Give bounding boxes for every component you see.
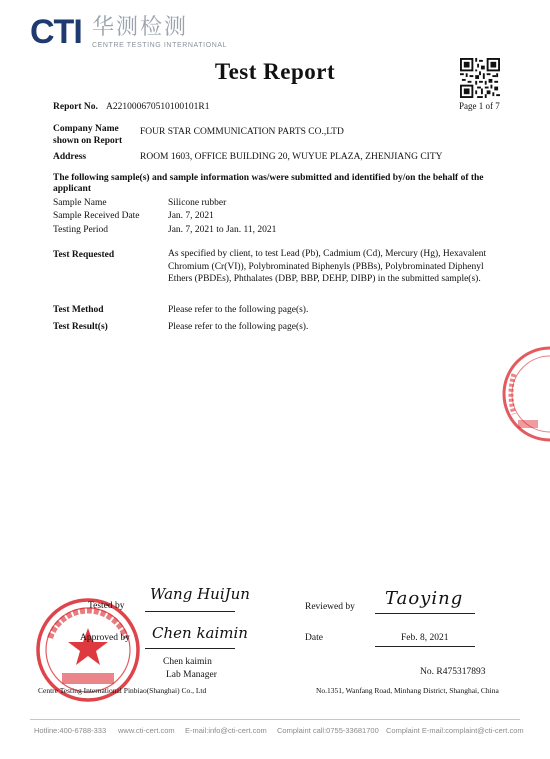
test-results-label: Test Result(s): [53, 322, 108, 332]
received-date-label: Sample Received Date: [53, 211, 140, 221]
date-line: [375, 646, 475, 647]
report-no-label: Report No.: [53, 102, 98, 112]
test-results-value: Please refer to the following page(s).: [168, 322, 309, 332]
report-no-value: A2210006705101001​01R1: [106, 102, 210, 112]
company-label-line2: shown on Report: [53, 136, 123, 146]
qr-code-icon: [460, 58, 500, 98]
lab-address: No.1351, Wanfang Road, Minhang District, Shanghai, China: [316, 686, 499, 695]
reviewer-signature-line: [375, 613, 475, 614]
test-requested-line3: Ethers (PBDEs), Phthalates (DBP, BBP, DEHP, DIBP) in the submitted sample(s).: [168, 274, 481, 284]
test-requested-line1: As specified by client, to test Lead (Pb), Cadmium (Cd), Mercury (Hg), Hexavalent: [168, 249, 487, 259]
footer-complaint-email[interactable]: Complaint E-mail:complaint@cti-cert.com: [386, 726, 524, 735]
approver-title: Lab Manager: [166, 670, 217, 680]
approver-signature-line: [145, 648, 235, 649]
received-date-value: Jan. 7, 2021: [168, 211, 214, 221]
sample-name-label: Sample Name: [53, 198, 107, 208]
company-label-line1: Company Name: [53, 124, 119, 134]
footer-website[interactable]: www.cti-cert.com: [118, 726, 175, 735]
footer-divider: [30, 719, 520, 720]
partial-seal-stamp: [492, 344, 550, 444]
statement-line2: applicant: [53, 184, 92, 194]
footer-complaint-call: Complaint call:0755-33681700: [277, 726, 379, 735]
test-requested-value: [168, 248, 486, 286]
footer-email[interactable]: E-mail:info@cti-cert.com: [185, 726, 267, 735]
test-method-value: Please refer to the following page(s).: [168, 305, 309, 315]
date-value: Feb. 8, 2021: [401, 633, 449, 643]
address-value: ROOM 1603, OFFICE BUILDING 20, WUYUE PLAZA, ZHENJIANG CITY: [140, 152, 443, 162]
company-value: FOUR STAR COMMUNICATION PARTS CO.,LTD: [140, 127, 344, 137]
statement-line1: The following sample(s) and sample information was/were submitted and identified by/on the behalf of the: [53, 173, 484, 183]
reviewed-by-label: Reviewed by: [305, 602, 355, 612]
reviewer-signature: Taoying: [385, 588, 464, 609]
address-label: Address: [53, 152, 87, 162]
approved-by-label: Approved by: [80, 633, 130, 643]
testing-period-value: Jan. 7, 2021 to Jan. 11, 2021: [168, 225, 277, 235]
approver-signature: Chen kaimin: [152, 624, 248, 642]
logo-english: CENTRE TESTING INTERNATIONAL: [92, 42, 228, 49]
footer-hotline: Hotline:400-6788-333: [34, 726, 107, 735]
tester-signature-line: [145, 611, 235, 612]
logo-text: CTI: [30, 13, 82, 51]
logo-chinese: 华测检测: [92, 15, 189, 40]
lab-company-name: Centre Testing International Pinbiao(Shanghai) Co., Ltd: [38, 686, 207, 695]
tested-by-label: Tested by: [88, 601, 125, 611]
tester-signature: Wang HuiJun: [150, 585, 250, 603]
test-method-label: Test Method: [53, 305, 104, 315]
page-title: Test Report: [214, 59, 336, 84]
sample-name-value: Silicone rubber: [168, 198, 227, 208]
certificate-number: No. R475317893: [420, 667, 486, 677]
test-requested-label: Test Requested: [53, 250, 115, 260]
test-requested-line2: Chromium (Cr(VI)), Polybrominated Biphenyls (PBBs), Polybrominated Diphenyl: [168, 261, 484, 272]
page-number: Page 1 of 7: [459, 101, 500, 111]
date-label: Date: [305, 633, 323, 643]
approver-name: Chen kaimin: [163, 657, 212, 667]
testing-period-label: Testing Period: [53, 225, 109, 235]
